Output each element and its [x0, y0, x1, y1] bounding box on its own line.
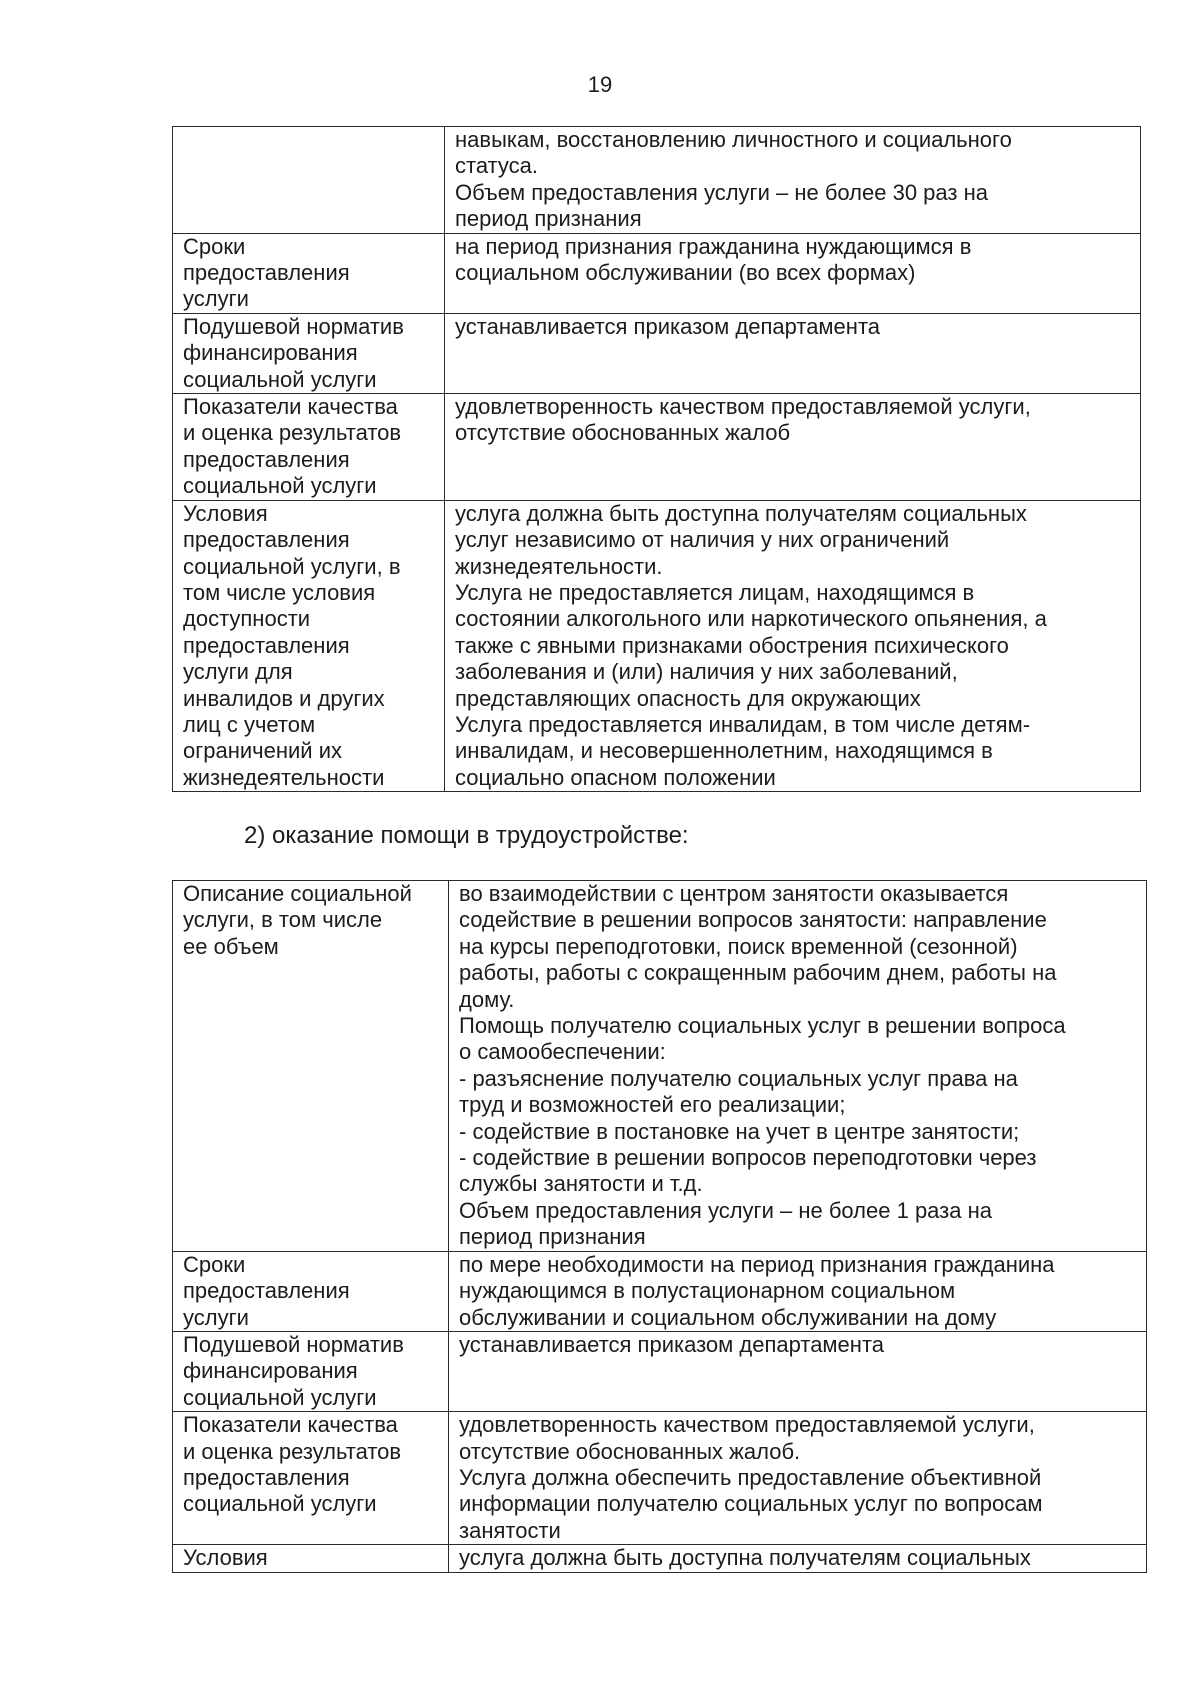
text-line: Подушевой норматив — [183, 1331, 404, 1357]
text-line: услуги для — [183, 659, 293, 685]
row-value-cell — [445, 500, 1141, 791]
text-line: устанавливается приказом департамента — [459, 1331, 885, 1357]
table-row — [173, 1251, 1147, 1331]
text-line: инвалидам, и несовершеннолетним, находящимся в — [455, 738, 993, 764]
text-line: и оценка результатов — [183, 420, 402, 446]
text-line: финансирования — [183, 340, 358, 366]
row-label-cell — [173, 233, 445, 313]
row-value-cell — [449, 1545, 1147, 1572]
text-line: ее объем — [183, 933, 279, 959]
text-line: труд и возможностей его реализации; — [459, 1092, 846, 1118]
text-line: Объем предоставления услуги – не более 1 раза на — [459, 1197, 992, 1223]
page-number: 19 — [587, 72, 613, 97]
text-line: Объем предоставления услуги – не более 30 раз на — [455, 179, 988, 205]
table-row — [173, 313, 1141, 393]
table-row — [173, 233, 1141, 313]
row-label-cell — [173, 881, 449, 1252]
table-row — [173, 881, 1147, 1252]
text-line: предоставления — [183, 260, 350, 286]
text-line: предоставления — [183, 632, 350, 658]
text-line: занятости — [459, 1517, 561, 1543]
text-line: представляющих опасность для окружающих — [455, 685, 921, 711]
table-row — [173, 1331, 1147, 1411]
text-line: услуга должна быть доступна получателям социальных — [459, 1545, 1031, 1571]
text-line: Показатели качества — [183, 394, 398, 420]
row-value-cell — [449, 1331, 1147, 1411]
table-row — [173, 394, 1141, 501]
text-line: Подушевой норматив — [183, 313, 404, 339]
employment-assistance-table — [172, 880, 1147, 1573]
text-line: отсутствие обоснованных жалоб. — [459, 1438, 801, 1464]
text-line: статуса. — [455, 153, 539, 179]
text-line: Услуга предоставляется инвалидам, в том числе детям- — [455, 711, 1031, 737]
table-row — [173, 1545, 1147, 1572]
text-line: Показатели качества — [183, 1412, 398, 1438]
text-line: на курсы переподготовки, поиск временной (сезонной) — [459, 933, 1018, 959]
text-line: заболевания и (или) наличия у них заболеваний, — [455, 659, 958, 685]
text-line: предоставления — [183, 446, 350, 472]
text-line: на период признания гражданина нуждающимся в — [455, 233, 972, 259]
text-line: социальной услуги — [183, 1491, 377, 1517]
text-line: социально опасном положении — [455, 764, 776, 790]
text-line: дому. — [459, 986, 515, 1012]
text-line: период признания — [455, 206, 642, 232]
text-line: также с явными признаками обострения психического — [455, 632, 1009, 658]
row-value-cell — [445, 233, 1141, 313]
text-line: о самообеспечении: — [459, 1039, 666, 1065]
text-line: период признания — [459, 1224, 646, 1250]
row-value-cell — [449, 1251, 1147, 1331]
text-line: нуждающимся в полустационарном социальном — [459, 1278, 956, 1304]
table-body — [173, 127, 1141, 792]
text-line: Услуга не предоставляется лицам, находящимся в — [455, 579, 975, 605]
row-value-cell — [445, 394, 1141, 501]
row-value-cell — [449, 1412, 1147, 1545]
text-line: - содействие в решении вопросов переподготовки через — [459, 1145, 1037, 1171]
text-line: устанавливается приказом департамента — [455, 313, 881, 339]
text-line: Сроки — [183, 1251, 246, 1277]
text-line: информации получателю социальных услуг по вопросам — [459, 1491, 1043, 1517]
text-line: социальной услуги — [183, 473, 377, 499]
text-line: предоставления — [183, 527, 350, 553]
table-row — [173, 500, 1141, 791]
text-line: состоянии алкогольного или наркотического опьянения, а — [455, 606, 1047, 632]
text-line: отсутствие обоснованных жалоб — [455, 420, 791, 446]
text-line: Услуга должна обеспечить предоставление объективной — [459, 1464, 1042, 1490]
row-value-cell — [449, 881, 1147, 1252]
row-label-cell — [173, 394, 445, 501]
service-table-continued — [172, 126, 1141, 792]
row-label-cell — [173, 1545, 449, 1572]
text-line: предоставления — [183, 1278, 350, 1304]
text-line: во взаимодействии с центром занятости оказывается — [459, 881, 1009, 906]
text-line: обслуживании и социальном обслуживании на дому — [459, 1304, 997, 1330]
text-line: инвалидов и других — [183, 685, 385, 711]
row-label-cell — [173, 1251, 449, 1331]
text-line: социальном обслуживании (во всех формах) — [455, 260, 916, 286]
text-line: - содействие в постановке на учет в центре занятости; — [459, 1118, 1020, 1144]
text-line: по мере необходимости на период признания гражданина — [459, 1251, 1055, 1277]
table-row — [173, 1412, 1147, 1545]
text-line: ограничений их — [183, 738, 342, 764]
text-line: услуги — [183, 286, 249, 312]
text-line: жизнедеятельности — [183, 764, 385, 790]
text-line: работы, работы с сокращенным рабочим днем, работы на — [459, 960, 1057, 986]
text-line: Сроки — [183, 233, 246, 259]
row-label-cell — [173, 1412, 449, 1545]
text-line: Условия — [183, 1545, 268, 1571]
text-line: содействие в решении вопросов занятости: направление — [459, 907, 1047, 933]
text-line: Описание социальной — [183, 881, 412, 906]
text-line: жизнедеятельности. — [455, 553, 663, 579]
text-line: Помощь получателю социальных услуг в решении вопроса — [459, 1013, 1066, 1039]
row-label-cell — [173, 127, 445, 234]
row-label-cell — [173, 500, 445, 791]
text-line: социальной услуги, в — [183, 553, 401, 579]
text-line: услуг независимо от наличия у них ограничений — [455, 527, 950, 553]
table-row — [173, 127, 1141, 234]
text-line: том числе условия — [183, 579, 376, 605]
text-line: социальной услуги — [183, 1384, 377, 1410]
row-label-cell — [173, 313, 445, 393]
text-line: услуга должна быть доступна получателям социальных — [455, 500, 1027, 526]
text-line: удовлетворенность качеством предоставляемой услуги, — [459, 1412, 1035, 1438]
text-line: удовлетворенность качеством предоставляемой услуги, — [455, 394, 1031, 420]
text-line: доступности — [183, 606, 311, 632]
text-line: Условия — [183, 500, 268, 526]
text-line: службы занятости и т.д. — [459, 1171, 703, 1197]
section-heading: 2) оказание помощи в трудоустройстве: — [244, 822, 689, 849]
text-line: лиц с учетом — [183, 711, 316, 737]
text-line: социальной услуги — [183, 366, 377, 392]
table-body — [173, 881, 1147, 1573]
text-line: финансирования — [183, 1358, 358, 1384]
text-line: услуги, в том числе — [183, 907, 383, 933]
row-label-cell — [173, 1331, 449, 1411]
row-value-cell — [445, 127, 1141, 234]
text-line: предоставления — [183, 1464, 350, 1490]
text-line: навыкам, восстановлению личностного и социального — [455, 127, 1012, 152]
text-line: услуги — [183, 1304, 249, 1330]
text-line: - разъяснение получателю социальных услуг права на — [459, 1065, 1018, 1091]
text-line: и оценка результатов — [183, 1438, 402, 1464]
row-value-cell — [445, 313, 1141, 393]
